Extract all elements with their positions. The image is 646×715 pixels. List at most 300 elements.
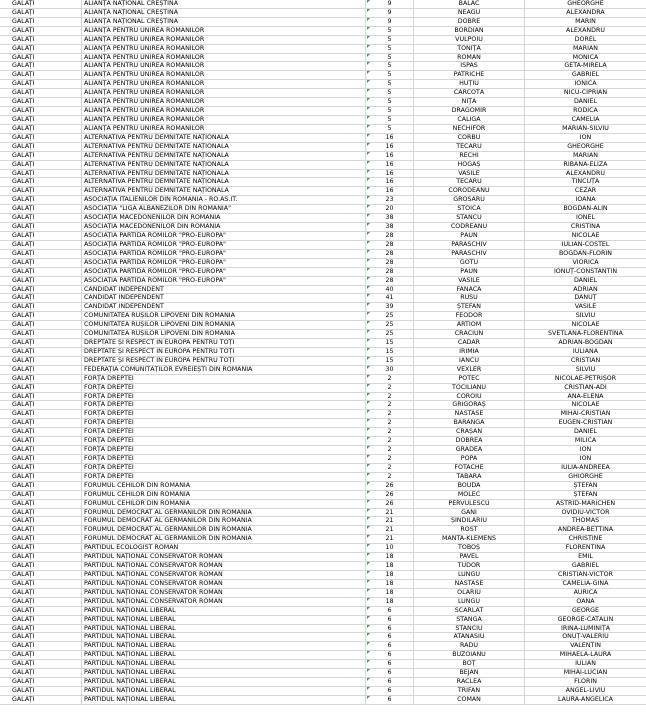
table-row[interactable] bbox=[0, 277, 646, 286]
cell-list-number[interactable]: 23 bbox=[366, 196, 414, 204]
cell-list-number[interactable]: 15 bbox=[366, 339, 414, 347]
cell-list-number[interactable]: 5 bbox=[366, 98, 414, 106]
table-row[interactable] bbox=[0, 517, 646, 526]
table-row[interactable] bbox=[0, 268, 646, 277]
cell-first-name[interactable]: IULIAN bbox=[575, 660, 596, 668]
cell-first-name[interactable]: IONUȚ-CONSTANTIN bbox=[553, 267, 618, 275]
cell-county[interactable]: GALAȚI bbox=[0, 687, 82, 695]
cell-party[interactable]: FORUMUL DEMOCRAT AL GERMANILOR DIN ROMÂNIA bbox=[82, 509, 366, 517]
cell-last-name[interactable]: CORBU bbox=[414, 134, 525, 142]
cell-county[interactable]: GALAȚI bbox=[0, 642, 82, 650]
cell-list-number[interactable]: 15 bbox=[366, 348, 414, 356]
table-row[interactable] bbox=[0, 161, 646, 170]
table-row[interactable] bbox=[0, 482, 646, 491]
cell-county[interactable]: GALAȚI bbox=[0, 54, 82, 62]
cell-first-name[interactable]: SVETLANA-FLORENTINA bbox=[548, 330, 623, 338]
cell-county[interactable]: GALAȚI bbox=[0, 473, 82, 481]
table-row[interactable] bbox=[0, 143, 646, 152]
cell-first-name[interactable]: MIHAELA-LAURA bbox=[559, 651, 612, 659]
cell-county[interactable]: GALAȚI bbox=[0, 80, 82, 88]
cell-last-name[interactable]: PATRICHE bbox=[414, 71, 525, 79]
cell-list-number[interactable]: 28 bbox=[366, 241, 414, 249]
cell-list-number[interactable]: 28 bbox=[366, 259, 414, 267]
cell-first-name[interactable]: GHEORGHE bbox=[567, 0, 604, 7]
cell-county[interactable]: GALAȚI bbox=[0, 419, 82, 427]
table-row[interactable] bbox=[0, 18, 646, 27]
cell-first-name[interactable]: ASTRID-MARICHEN bbox=[555, 499, 616, 507]
cell-county[interactable]: GALAȚI bbox=[0, 303, 82, 311]
cell-county[interactable]: GALAȚI bbox=[0, 401, 82, 409]
cell-last-name[interactable]: FANACA bbox=[414, 286, 525, 294]
table-row[interactable] bbox=[0, 437, 646, 446]
cell-party[interactable]: ASOCIAȚIA PARTIDA ROMILOR "PRO-EUROPA" bbox=[82, 232, 366, 240]
cell-first-name[interactable]: TINCUȚA bbox=[571, 178, 600, 186]
cell-first-name[interactable]: ALEXANDRU bbox=[566, 26, 605, 34]
cell-list-number[interactable]: 2 bbox=[366, 464, 414, 472]
cell-county[interactable]: GALAȚI bbox=[0, 482, 82, 490]
cell-first-name[interactable]: GEORGE-CĂTĂLIN bbox=[557, 615, 614, 623]
cell-county[interactable]: GALAȚI bbox=[0, 187, 82, 195]
cell-last-name[interactable]: TOCILIANU bbox=[414, 384, 525, 392]
cell-last-name[interactable]: VASILE bbox=[414, 170, 525, 178]
table-row[interactable] bbox=[0, 125, 646, 134]
cell-party[interactable]: FORȚA DREPTEI bbox=[82, 437, 366, 445]
cell-county[interactable]: GALAȚI bbox=[0, 357, 82, 365]
table-row[interactable] bbox=[0, 303, 646, 312]
table-row[interactable] bbox=[0, 107, 646, 116]
cell-first-name[interactable]: MIHAI-LUCIAN bbox=[563, 669, 608, 677]
cell-first-name[interactable]: ANGEL-LIVIU bbox=[565, 686, 606, 694]
cell-party[interactable]: FORȚA DREPTEI bbox=[82, 401, 366, 409]
cell-last-name[interactable]: TECARU bbox=[414, 178, 525, 186]
cell-county[interactable]: GALAȚI bbox=[0, 535, 82, 543]
cell-last-name[interactable]: DRAGOMIR bbox=[414, 107, 525, 115]
cell-county[interactable]: GALAȚI bbox=[0, 294, 82, 302]
cell-first-name[interactable]: ALEXANDRU bbox=[566, 169, 605, 177]
cell-list-number[interactable]: 2 bbox=[366, 446, 414, 454]
cell-last-name[interactable]: TRIFAN bbox=[414, 687, 525, 695]
table-row[interactable] bbox=[0, 89, 646, 98]
cell-party[interactable]: FORȚA DREPTEI bbox=[82, 419, 366, 427]
cell-list-number[interactable]: 18 bbox=[366, 553, 414, 561]
cell-last-name[interactable]: NĂSTASE bbox=[414, 580, 525, 588]
table-row[interactable] bbox=[0, 321, 646, 330]
cell-party[interactable]: PARTIDUL NAȚIONAL CONSERVATOR ROMÂN bbox=[82, 589, 366, 597]
cell-county[interactable]: GALAȚI bbox=[0, 161, 82, 169]
cell-party[interactable]: ALTERNATIVA PENTRU DEMNITATE NAȚIONALĂ bbox=[82, 134, 366, 142]
table-row[interactable] bbox=[0, 366, 646, 375]
cell-first-name[interactable]: CRISTIAN-ADI bbox=[564, 383, 607, 391]
cell-county[interactable]: GALAȚI bbox=[0, 651, 82, 659]
cell-first-name[interactable]: EUGEN-CRISTIAN bbox=[558, 419, 613, 427]
table-row[interactable] bbox=[0, 687, 646, 696]
cell-list-number[interactable]: 41 bbox=[366, 294, 414, 302]
cell-last-name[interactable]: MANTA-KLEMENS bbox=[414, 535, 525, 543]
cell-county[interactable]: GALAȚI bbox=[0, 312, 82, 320]
cell-first-name[interactable]: ADRIAN-BOGDAN bbox=[558, 339, 613, 347]
cell-last-name[interactable]: RUSU bbox=[414, 294, 525, 302]
cell-party[interactable]: FEDERAȚIA COMUNITĂȚILOR EVREIEȘTI DIN ROMÂNIA bbox=[82, 366, 366, 374]
cell-list-number[interactable]: 6 bbox=[366, 696, 414, 704]
cell-county[interactable]: GALAȚI bbox=[0, 134, 82, 142]
table-row[interactable] bbox=[0, 187, 646, 196]
cell-first-name[interactable]: DĂNUȚ bbox=[574, 294, 597, 302]
table-row[interactable] bbox=[0, 678, 646, 687]
cell-list-number[interactable]: 6 bbox=[366, 616, 414, 624]
cell-first-name[interactable]: RODICA bbox=[573, 107, 598, 115]
cell-party[interactable]: PARTIDUL NAȚIONAL LIBERAL bbox=[82, 633, 366, 641]
cell-first-name[interactable]: NICU-CIPRIAN bbox=[563, 89, 608, 97]
table-row[interactable] bbox=[0, 36, 646, 45]
table-row[interactable] bbox=[0, 428, 646, 437]
cell-county[interactable]: GALAȚI bbox=[0, 500, 82, 508]
cell-first-name[interactable]: CRISTINA bbox=[570, 223, 601, 231]
cell-party[interactable]: ALIANȚA PENTRU UNIREA ROMÂNILOR bbox=[82, 98, 366, 106]
cell-list-number[interactable]: 10 bbox=[366, 544, 414, 552]
cell-first-name[interactable]: CAMELIA-GINA bbox=[562, 579, 609, 587]
cell-list-number[interactable]: 2 bbox=[366, 401, 414, 409]
cell-party[interactable]: FORȚA DREPTEI bbox=[82, 464, 366, 472]
cell-first-name[interactable]: IOANA bbox=[575, 196, 596, 204]
cell-county[interactable]: GALAȚI bbox=[0, 259, 82, 267]
cell-county[interactable]: GALAȚI bbox=[0, 669, 82, 677]
cell-first-name[interactable]: NICOLAE-PETRIȘOR bbox=[554, 374, 617, 382]
cell-county[interactable]: GALAȚI bbox=[0, 98, 82, 106]
cell-first-name[interactable]: CRISTIAN-VICTOR bbox=[558, 571, 613, 578]
cell-last-name[interactable]: NĂSTASE bbox=[414, 410, 525, 418]
table-row[interactable] bbox=[0, 696, 646, 705]
cell-last-name[interactable]: BOȚ bbox=[414, 660, 525, 668]
cell-last-name[interactable]: PARASCHIV bbox=[414, 241, 525, 249]
table-row[interactable] bbox=[0, 589, 646, 598]
table-row[interactable] bbox=[0, 384, 646, 393]
table-row[interactable] bbox=[0, 286, 646, 295]
cell-list-number[interactable]: 21 bbox=[366, 526, 414, 534]
cell-first-name[interactable]: MIHAI-CRISTIAN bbox=[560, 410, 611, 418]
cell-first-name[interactable]: DANIEL bbox=[573, 98, 598, 106]
cell-county[interactable]: GALAȚI bbox=[0, 696, 82, 704]
cell-last-name[interactable]: TABĂRĂ bbox=[414, 473, 525, 481]
cell-first-name[interactable]: GEORGE bbox=[571, 606, 600, 614]
cell-party[interactable]: ASOCIAȚIA PARTIDA ROMILOR "PRO-EUROPA" bbox=[82, 277, 366, 285]
cell-last-name[interactable]: VEXLER bbox=[414, 366, 525, 374]
cell-party[interactable]: PARTIDUL NAȚIONAL LIBERAL bbox=[82, 678, 366, 686]
cell-party[interactable]: COMUNITATEA RUȘILOR LIPOVENI DIN ROMÂNIA bbox=[82, 321, 366, 329]
cell-county[interactable]: GALAȚI bbox=[0, 143, 82, 151]
cell-first-name[interactable]: NICOLAE bbox=[571, 321, 600, 329]
table-row[interactable] bbox=[0, 526, 646, 535]
cell-county[interactable]: GALAȚI bbox=[0, 589, 82, 597]
cell-first-name[interactable]: ALEXANDRA bbox=[566, 8, 605, 16]
table-row[interactable] bbox=[0, 330, 646, 339]
table-row[interactable] bbox=[0, 633, 646, 642]
cell-county[interactable]: GALAȚI bbox=[0, 241, 82, 249]
table-row[interactable] bbox=[0, 170, 646, 179]
table-row[interactable] bbox=[0, 651, 646, 660]
cell-last-name[interactable]: TECARU bbox=[414, 143, 525, 151]
table-row[interactable] bbox=[0, 375, 646, 384]
cell-party[interactable]: FORȚA DREPTEI bbox=[82, 446, 366, 454]
cell-list-number[interactable]: 16 bbox=[366, 170, 414, 178]
cell-county[interactable]: GALAȚI bbox=[0, 196, 82, 204]
cell-first-name[interactable]: FLORIN bbox=[574, 678, 597, 686]
cell-party[interactable]: ASOCIAȚIA PARTIDA ROMILOR "PRO-EUROPA" bbox=[82, 250, 366, 258]
cell-last-name[interactable]: CRĂCIUN bbox=[414, 330, 525, 338]
cell-list-number[interactable]: 39 bbox=[366, 303, 414, 311]
cell-party[interactable]: PARTIDUL NAȚIONAL CONSERVATOR ROMÂN bbox=[82, 562, 366, 570]
cell-last-name[interactable]: PERVULESCU bbox=[414, 500, 525, 508]
table-row[interactable] bbox=[0, 562, 646, 571]
cell-county[interactable]: GALAȚI bbox=[0, 125, 82, 133]
cell-first-name[interactable]: ONUȚ-VALERIU bbox=[562, 633, 609, 641]
cell-list-number[interactable]: 6 bbox=[366, 687, 414, 695]
cell-last-name[interactable]: VULPOIU bbox=[414, 36, 525, 44]
cell-first-name[interactable]: SILVIU bbox=[575, 312, 596, 320]
cell-first-name[interactable]: IONEL bbox=[575, 214, 595, 222]
cell-county[interactable]: GALAȚI bbox=[0, 553, 82, 561]
table-row[interactable] bbox=[0, 410, 646, 419]
cell-county[interactable]: GALAȚI bbox=[0, 580, 82, 588]
cell-party[interactable]: FORUMUL DEMOCRAT AL GERMANILOR DIN ROMÂNIA bbox=[82, 517, 366, 525]
cell-county[interactable]: GALAȚI bbox=[0, 45, 82, 53]
cell-county[interactable]: GALAȚI bbox=[0, 428, 82, 436]
cell-party[interactable]: PARTIDUL NAȚIONAL LIBERAL bbox=[82, 616, 366, 624]
cell-county[interactable]: GALAȚI bbox=[0, 384, 82, 392]
cell-last-name[interactable]: NECHIFOR bbox=[414, 125, 525, 133]
cell-county[interactable]: GALAȚI bbox=[0, 598, 82, 606]
cell-list-number[interactable]: 21 bbox=[366, 509, 414, 517]
cell-county[interactable]: GALAȚI bbox=[0, 526, 82, 534]
cell-first-name[interactable]: MILICĂ bbox=[574, 437, 597, 445]
cell-first-name[interactable]: ANDREA-BETTINA bbox=[557, 526, 614, 534]
cell-last-name[interactable]: PARASCHIV bbox=[414, 250, 525, 258]
cell-first-name[interactable]: DOREL bbox=[574, 35, 597, 43]
cell-list-number[interactable]: 2 bbox=[366, 393, 414, 401]
cell-party[interactable]: ALIANȚA NAȚIONAL CREȘTINĂ bbox=[82, 9, 366, 17]
cell-last-name[interactable]: RĂCLEA bbox=[414, 678, 525, 686]
cell-first-name[interactable]: IONICA bbox=[574, 80, 597, 88]
cell-first-name[interactable]: OVIDIU-VICTOR bbox=[561, 508, 610, 516]
cell-first-name[interactable]: CAMELIA bbox=[571, 115, 600, 123]
table-row[interactable] bbox=[0, 607, 646, 616]
cell-county[interactable]: GALAȚI bbox=[0, 393, 82, 401]
cell-last-name[interactable]: DOBRE bbox=[414, 18, 525, 26]
cell-party[interactable]: PARTIDUL ECOLOGIST ROMÂN bbox=[82, 544, 366, 552]
table-row[interactable] bbox=[0, 205, 646, 214]
cell-list-number[interactable]: 2 bbox=[366, 375, 414, 383]
cell-county[interactable]: GALAȚI bbox=[0, 62, 82, 70]
cell-list-number[interactable]: 28 bbox=[366, 250, 414, 258]
cell-last-name[interactable]: PĂUN bbox=[414, 268, 525, 276]
cell-first-name[interactable]: MARIAN bbox=[573, 151, 598, 159]
cell-first-name[interactable]: GETA-MIRELA bbox=[564, 62, 607, 70]
cell-list-number[interactable]: 6 bbox=[366, 625, 414, 633]
cell-list-number[interactable]: 5 bbox=[366, 107, 414, 115]
cell-county[interactable]: GALAȚI bbox=[0, 9, 82, 17]
table-row[interactable] bbox=[0, 642, 646, 651]
table-row[interactable] bbox=[0, 393, 646, 402]
cell-party[interactable]: ASOCIAȚIA MACEDONENILOR DIN ROMÂNIA bbox=[82, 223, 366, 231]
cell-county[interactable]: GALAȚI bbox=[0, 107, 82, 115]
cell-last-name[interactable]: TOBOȘ bbox=[414, 544, 525, 552]
cell-first-name[interactable]: ION bbox=[579, 455, 592, 463]
cell-party[interactable]: FORȚA DREPTEI bbox=[82, 375, 366, 383]
cell-list-number[interactable]: 28 bbox=[366, 232, 414, 240]
cell-last-name[interactable]: PĂUN bbox=[414, 232, 525, 240]
cell-county[interactable]: GALAȚI bbox=[0, 571, 82, 579]
cell-first-name[interactable]: ANA-ELENA bbox=[567, 392, 604, 400]
cell-last-name[interactable]: GRIGORAȘ bbox=[414, 401, 525, 409]
cell-last-name[interactable]: POTEC bbox=[414, 375, 525, 383]
cell-list-number[interactable]: 6 bbox=[366, 607, 414, 615]
cell-list-number[interactable]: 6 bbox=[366, 660, 414, 668]
table-row[interactable] bbox=[0, 312, 646, 321]
cell-county[interactable]: GALAȚI bbox=[0, 116, 82, 124]
cell-party[interactable]: FORȚA DREPTEI bbox=[82, 428, 366, 436]
cell-list-number[interactable]: 25 bbox=[366, 321, 414, 329]
table-row[interactable] bbox=[0, 9, 646, 18]
cell-last-name[interactable]: CĂRCOTĂ bbox=[414, 89, 525, 97]
cell-first-name[interactable]: NICOLAE bbox=[571, 401, 600, 409]
cell-party[interactable]: ALIANȚA PENTRU UNIREA ROMÂNILOR bbox=[82, 89, 366, 97]
cell-party[interactable]: ALIANȚA NAȚIONAL CREȘTINĂ bbox=[82, 18, 366, 26]
cell-party[interactable]: ALIANȚA PENTRU UNIREA ROMÂNILOR bbox=[82, 54, 366, 62]
cell-first-name[interactable]: MONICA bbox=[572, 53, 599, 61]
cell-list-number[interactable]: 15 bbox=[366, 357, 414, 365]
cell-list-number[interactable]: 6 bbox=[366, 651, 414, 659]
cell-last-name[interactable]: STANCIU bbox=[414, 625, 525, 633]
cell-list-number[interactable]: 38 bbox=[366, 214, 414, 222]
cell-party[interactable]: ASOCIAȚIA "LIGA ALBANEZILOR DIN ROMÂNIA" bbox=[82, 205, 366, 213]
cell-last-name[interactable]: GOTU bbox=[414, 259, 525, 267]
cell-list-number[interactable]: 2 bbox=[366, 473, 414, 481]
cell-county[interactable]: GALAȚI bbox=[0, 339, 82, 347]
table-row[interactable] bbox=[0, 401, 646, 410]
cell-list-number[interactable]: 16 bbox=[366, 143, 414, 151]
table-row[interactable] bbox=[0, 80, 646, 89]
cell-last-name[interactable]: CADĂR bbox=[414, 339, 525, 347]
cell-party[interactable]: DREPTATE ȘI RESPECT ÎN EUROPA PENTRU TOȚI bbox=[82, 348, 366, 356]
cell-county[interactable]: GALAȚI bbox=[0, 205, 82, 213]
cell-last-name[interactable]: BEJAN bbox=[414, 669, 525, 677]
cell-party[interactable]: FORȚA DREPTEI bbox=[82, 455, 366, 463]
cell-county[interactable]: GALAȚI bbox=[0, 250, 82, 258]
cell-list-number[interactable]: 5 bbox=[366, 125, 414, 133]
cell-first-name[interactable]: GABRIEL bbox=[571, 562, 600, 570]
cell-last-name[interactable]: DOBREA bbox=[414, 437, 525, 445]
cell-list-number[interactable]: 21 bbox=[366, 535, 414, 543]
cell-first-name[interactable]: DANIEL bbox=[573, 276, 598, 284]
cell-list-number[interactable]: 6 bbox=[366, 669, 414, 677]
cell-last-name[interactable]: STOICA bbox=[414, 205, 525, 213]
cell-last-name[interactable]: POPA bbox=[414, 455, 525, 463]
cell-county[interactable]: GALAȚI bbox=[0, 375, 82, 383]
table-row[interactable] bbox=[0, 223, 646, 232]
cell-first-name[interactable]: ION bbox=[579, 133, 592, 141]
table-row[interactable] bbox=[0, 571, 646, 580]
cell-list-number[interactable]: 9 bbox=[366, 0, 414, 8]
cell-county[interactable]: GALAȚI bbox=[0, 633, 82, 641]
cell-party[interactable]: ALIANȚA PENTRU UNIREA ROMÂNILOR bbox=[82, 27, 366, 35]
cell-party[interactable]: FORȚA DREPTEI bbox=[82, 393, 366, 401]
cell-party[interactable]: ALIANȚA PENTRU UNIREA ROMÂNILOR bbox=[82, 80, 366, 88]
table-row[interactable] bbox=[0, 259, 646, 268]
cell-party[interactable]: FORUMUL CEHILOR DIN ROMÂNIA bbox=[82, 482, 366, 490]
cell-party[interactable]: DREPTATE ȘI RESPECT ÎN EUROPA PENTRU TOȚI bbox=[82, 339, 366, 347]
cell-party[interactable]: ALIANȚA NAȚIONAL CREȘTINĂ bbox=[82, 0, 366, 8]
cell-last-name[interactable]: VASILE bbox=[414, 277, 525, 285]
cell-county[interactable]: GALAȚI bbox=[0, 71, 82, 79]
cell-list-number[interactable]: 18 bbox=[366, 562, 414, 570]
cell-party[interactable]: PARTIDUL NAȚIONAL LIBERAL bbox=[82, 660, 366, 668]
cell-last-name[interactable]: COROIU bbox=[414, 393, 525, 401]
cell-list-number[interactable]: 5 bbox=[366, 62, 414, 70]
cell-first-name[interactable]: VASILE bbox=[574, 303, 597, 311]
cell-party[interactable]: PARTIDUL NAȚIONAL CONSERVATOR ROMÂN bbox=[82, 571, 366, 579]
cell-last-name[interactable]: FEODOR bbox=[414, 312, 525, 320]
cell-party[interactable]: FORUMUL CEHILOR DIN ROMÂNIA bbox=[82, 491, 366, 499]
cell-last-name[interactable]: TUDOR bbox=[414, 562, 525, 570]
cell-county[interactable]: GALAȚI bbox=[0, 455, 82, 463]
cell-list-number[interactable]: 9 bbox=[366, 9, 414, 17]
cell-party[interactable]: ALIANȚA PENTRU UNIREA ROMÂNILOR bbox=[82, 107, 366, 115]
cell-list-number[interactable]: 18 bbox=[366, 571, 414, 579]
cell-list-number[interactable]: 5 bbox=[366, 116, 414, 124]
cell-first-name[interactable]: VIORICA bbox=[572, 258, 599, 266]
cell-county[interactable]: GALAȚI bbox=[0, 27, 82, 35]
cell-first-name[interactable]: MARIAN bbox=[573, 44, 598, 52]
cell-party[interactable]: ALTERNATIVA PENTRU DEMNITATE NAȚIONALĂ bbox=[82, 152, 366, 160]
table-row[interactable] bbox=[0, 598, 646, 607]
cell-county[interactable]: GALAȚI bbox=[0, 410, 82, 418]
cell-county[interactable]: GALAȚI bbox=[0, 330, 82, 338]
cell-last-name[interactable]: BARANGA bbox=[414, 419, 525, 427]
table-row[interactable] bbox=[0, 250, 646, 259]
cell-party[interactable]: PARTIDUL NAȚIONAL CONSERVATOR ROMÂN bbox=[82, 553, 366, 561]
cell-last-name[interactable]: TONIȚĂ bbox=[414, 45, 525, 53]
cell-list-number[interactable]: 21 bbox=[366, 517, 414, 525]
cell-list-number[interactable]: 2 bbox=[366, 437, 414, 445]
cell-county[interactable]: GALAȚI bbox=[0, 437, 82, 445]
cell-last-name[interactable]: HOGAȘ bbox=[414, 161, 525, 169]
table-row[interactable] bbox=[0, 178, 646, 187]
cell-last-name[interactable]: GROSARU bbox=[414, 196, 525, 204]
cell-list-number[interactable]: 9 bbox=[366, 18, 414, 26]
cell-last-name[interactable]: RADU bbox=[414, 642, 525, 650]
cell-county[interactable]: GALAȚI bbox=[0, 491, 82, 499]
table-row[interactable] bbox=[0, 71, 646, 80]
cell-party[interactable]: DREPTATE ȘI RESPECT ÎN EUROPA PENTRU TOȚI bbox=[82, 357, 366, 365]
cell-county[interactable]: GALAȚI bbox=[0, 678, 82, 686]
cell-party[interactable]: ALIANȚA PENTRU UNIREA ROMÂNILOR bbox=[82, 62, 366, 70]
cell-party[interactable]: ASOCIAȚIA PARTIDA ROMILOR "PRO-EUROPA" bbox=[82, 259, 366, 267]
cell-list-number[interactable]: 18 bbox=[366, 598, 414, 606]
cell-last-name[interactable]: STANCU bbox=[414, 214, 525, 222]
table-row[interactable] bbox=[0, 669, 646, 678]
cell-party[interactable]: ASOCIAȚIA ITALIENILOR DIN ROMÂNIA - RO.AS.IT. bbox=[82, 196, 366, 204]
cell-first-name[interactable]: IULIANA bbox=[572, 347, 599, 355]
table-row[interactable] bbox=[0, 348, 646, 357]
cell-party[interactable]: PARTIDUL NAȚIONAL LIBERAL bbox=[82, 669, 366, 677]
cell-first-name[interactable]: ADRIAN bbox=[573, 285, 598, 293]
cell-list-number[interactable]: 5 bbox=[366, 54, 414, 62]
table-row[interactable] bbox=[0, 357, 646, 366]
cell-county[interactable]: GALAȚI bbox=[0, 366, 82, 374]
cell-list-number[interactable]: 30 bbox=[366, 366, 414, 374]
cell-party[interactable]: PARTIDUL NAȚIONAL CONSERVATOR ROMÂN bbox=[82, 598, 366, 606]
cell-party[interactable]: ALTERNATIVA PENTRU DEMNITATE NAȚIONALĂ bbox=[82, 187, 366, 195]
cell-last-name[interactable]: PAVEL bbox=[414, 553, 525, 561]
